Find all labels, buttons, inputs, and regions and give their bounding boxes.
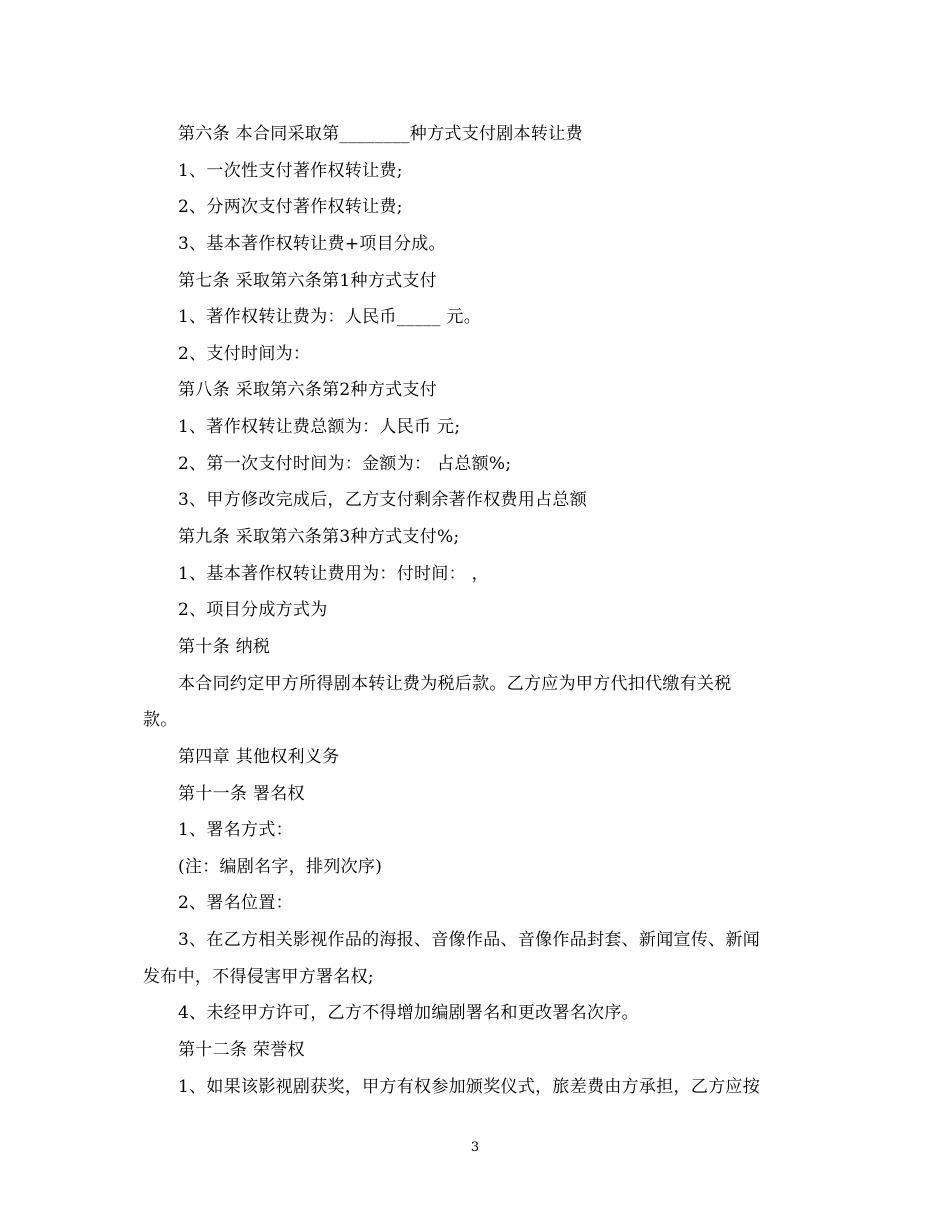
text-line: 第七条 采取第六条第1种方式支付 <box>178 270 438 291</box>
text-line: 发布中，不得侵害甲方署名权; <box>143 966 374 987</box>
text-line: 第六条 本合同采取第________种方式支付剧本转让费 <box>178 124 583 144</box>
text-line: 第十一条 署名权 <box>178 783 305 804</box>
text-line: 第十二条 荣誉权 <box>178 1040 305 1061</box>
text-line: 1、署名方式： <box>178 820 293 841</box>
text-line: 2、署名位置： <box>178 893 293 914</box>
text-line: 1、著作权转让费为：人民币_____ 元。 <box>178 307 482 328</box>
text-line: 2、项目分成方式为 <box>178 600 328 621</box>
page-number: 3 <box>470 1140 480 1155</box>
text-line: 1、一次性支付著作权转让费; <box>178 160 403 181</box>
text-line: 2、支付时间为： <box>178 343 311 364</box>
text-line: 第四章 其他权利义务 <box>178 746 340 767</box>
text-line: 款。 <box>143 710 178 731</box>
text-line: (注：编剧名字，排列次序) <box>178 856 383 877</box>
text-line: 1、如果该影视剧获奖，甲方有权参加颁奖仪式，旅差费由方承担，乙方应按 <box>178 1076 761 1097</box>
text-line: 4、未经甲方许可，乙方不得增加编剧署名和更改署名次序。 <box>178 1003 639 1024</box>
text-line: 第九条 采取第六条第3种方式支付%; <box>178 527 460 548</box>
text-line: 2、第一次支付时间为：金额为： 占总额%; <box>178 453 512 474</box>
text-line: 1、基本著作权转让费用为：付时间： ， <box>178 563 489 584</box>
text-line: 3、基本著作权转让费+项目分成。 <box>178 233 446 254</box>
text-line: 第八条 采取第六条第2种方式支付 <box>178 380 438 401</box>
text-line: 2、分两次支付著作权转让费; <box>178 197 403 218</box>
text-line: 3、在乙方相关影视作品的海报、音像作品、音像作品封套、新闻宣传、新闻 <box>178 930 761 951</box>
text-line: 第十条 纳税 <box>178 636 271 657</box>
document-body <box>143 116 823 1105</box>
text-line: 3、甲方修改完成后，乙方支付剩余著作权费用占总额 <box>178 490 588 511</box>
text-line: 1、著作权转让费总额为：人民币 元; <box>178 417 461 438</box>
text-line: 本合同约定甲方所得剧本转让费为税后款。乙方应为甲方代扣代缴有关税 <box>178 673 732 694</box>
